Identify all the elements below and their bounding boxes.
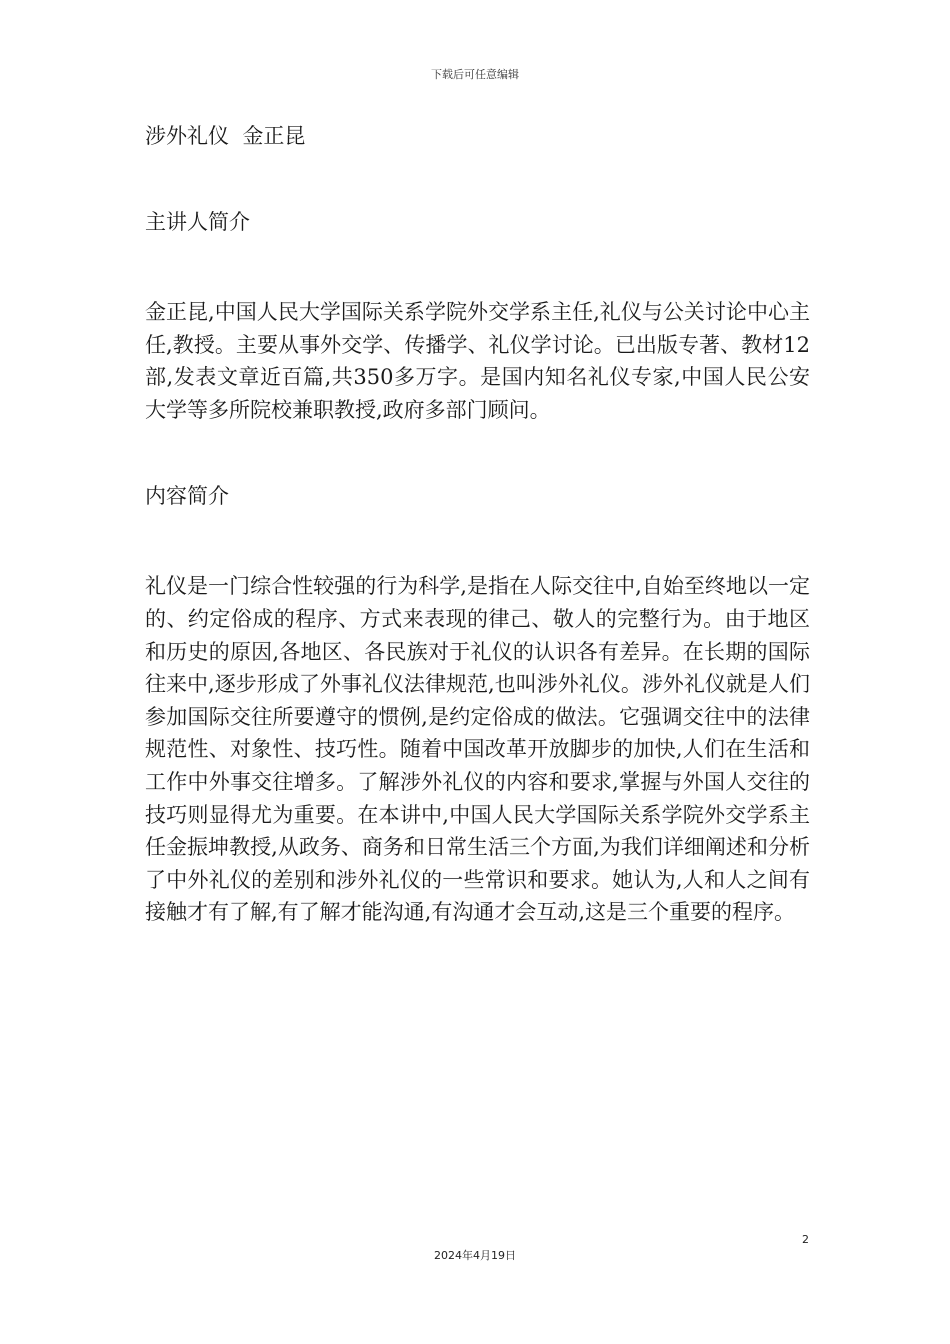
speaker-section-heading: 主讲人简介 <box>145 210 250 234</box>
speaker-bio-paragraph: 金正昆,中国人民大学国际关系学院外交学系主任,礼仪与公关讨论中心主任,教授。主要从事外交学、传播学、礼仪学讨论。已出版专著、教材12部,发表文章近百篇,共350多万字。是国内知名礼仪专家,中国人民公安大学等多所院校兼职教授,政府多部门顾问。 <box>145 300 810 422</box>
content-body-paragraph: 礼仪是一门综合性较强的行为科学,是指在人际交往中,自始至终地以一定的、约定俗成的程序、方式来表现的律己、敬人的完整行为。由于地区和历史的原因,各地区、各民族对于礼仪的认识各有差异。在长期的国际往来中,逐步形成了外事礼仪法律规范,也叫涉外礼仪。涉外礼仪就是人们参加国际交往所要遵守的惯例,是约定俗成的做法。它强调交往中的法律规范性、对象性、技巧性。随着中国改革开放脚步的加快,人们在生活和工作中外事交往增多。了解涉外礼仪的内容和要求,掌握与外国人交往的技巧则显得尤为重要。在本讲中,中国人民大学国际关系学院外交学系主任金振坤教授,从政务、商务和日常生活三个方面,为我们详细阐述和分析了中外礼仪的差别和涉外礼仪的一些常识和要求。她认为,人和人之间有接触才有了解,有了解才能沟通,有沟通才会互动,这是三个重要的程序。 <box>145 574 810 925</box>
document-title: 涉外礼仪 金正昆 <box>145 124 306 148</box>
footer-date: 2024年4月19日 <box>434 1249 516 1262</box>
page-header: 下载后可任意编辑 <box>431 68 519 81</box>
document-body <box>145 120 810 929</box>
page-number: 2 <box>802 1233 809 1246</box>
content-section-heading: 内容简介 <box>145 484 229 509</box>
